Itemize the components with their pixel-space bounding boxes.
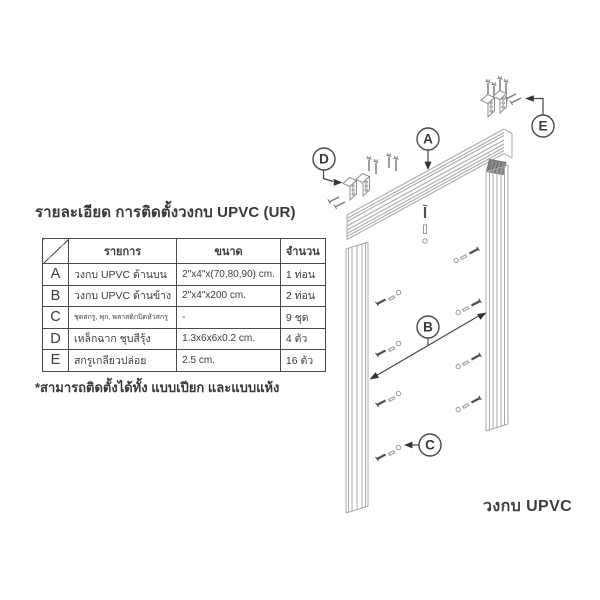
callout-e bbox=[525, 95, 554, 137]
row-item: วงกบ UPVC ด้านข้าง bbox=[69, 285, 177, 307]
row-item: สกรูเกลียวปล่อย bbox=[69, 350, 177, 372]
screw-set-icon bbox=[376, 290, 401, 306]
screw-set-icon bbox=[456, 353, 481, 369]
row-qty: 2 ท่อน bbox=[280, 285, 325, 307]
col-header-qty: จำนวน bbox=[280, 239, 325, 264]
table-header-row bbox=[43, 239, 326, 264]
row-qty: 9 ชุด bbox=[280, 307, 325, 329]
callout-b bbox=[370, 313, 487, 380]
page-title: รายละเอียด การติดตั้งวงกบ UPVC (UR) bbox=[35, 204, 296, 221]
screw-sets-right bbox=[454, 247, 481, 412]
table-row-d bbox=[43, 328, 326, 350]
row-key: E bbox=[43, 350, 69, 372]
callout-a bbox=[417, 128, 439, 170]
row-size: - bbox=[177, 307, 281, 329]
table-row-a bbox=[43, 264, 326, 286]
angle-bracket-icon bbox=[481, 95, 495, 118]
row-qty: 16 ตัว bbox=[280, 350, 325, 372]
callout-a-label: A bbox=[423, 131, 433, 147]
diagram-caption: วงกบ UPVC bbox=[483, 498, 573, 515]
row-item: ชุดสกรู, พุก, พลาสติกปิดหัวสกรู bbox=[69, 307, 177, 329]
callout-c bbox=[404, 434, 441, 456]
row-qty: 4 ตัว bbox=[280, 328, 325, 350]
row-qty: 1 ท่อน bbox=[280, 264, 325, 286]
row-size: 1.3x6x6x0.2 cm. bbox=[177, 328, 281, 350]
row-size: 2.5 cm. bbox=[177, 350, 281, 372]
parts-table bbox=[42, 238, 326, 372]
row-item: เหล็กฉาก ชุบสีรุ้ง bbox=[69, 328, 177, 350]
callout-d-label: D bbox=[319, 151, 329, 167]
table-row-c bbox=[43, 307, 326, 329]
footnote: *สามารถติดตั้งได้ทั้ง แบบเปียก และแบบแห้ง bbox=[35, 380, 280, 395]
col-header-size: ขนาด bbox=[177, 239, 281, 264]
callout-e-label: E bbox=[538, 118, 548, 134]
screw-set-icon bbox=[456, 299, 481, 315]
side-frame-right bbox=[486, 160, 508, 432]
screw-set-icon bbox=[376, 445, 401, 461]
screw-sets-left bbox=[376, 290, 401, 461]
angle-bracket-icon bbox=[493, 91, 507, 114]
angle-bracket-icon bbox=[343, 178, 357, 201]
col-header-item: รายการ bbox=[69, 239, 177, 264]
row-key: B bbox=[43, 285, 69, 307]
screw-set-vertical bbox=[423, 205, 427, 243]
row-key: D bbox=[43, 328, 69, 350]
table-row-b bbox=[43, 285, 326, 307]
bracket-hardware-right bbox=[481, 76, 521, 117]
corner-cell bbox=[43, 239, 69, 264]
callout-d bbox=[313, 148, 343, 186]
row-size: 2"x4"x(70,80,90) cm. bbox=[177, 264, 281, 286]
table-row-e bbox=[43, 350, 326, 372]
screw-set-icon bbox=[376, 341, 401, 357]
row-key: A bbox=[43, 264, 69, 286]
row-item: วงกบ UPVC ด้านบน bbox=[69, 264, 177, 286]
callout-b-label: B bbox=[423, 319, 433, 335]
screw-set-icon bbox=[454, 247, 479, 263]
row-size: 2"x4"x200 cm. bbox=[177, 285, 281, 307]
side-frame-left bbox=[346, 242, 368, 513]
row-key: C bbox=[43, 307, 69, 329]
screw-set-icon bbox=[376, 391, 401, 407]
angle-bracket-icon bbox=[356, 174, 370, 197]
callout-c-label: C bbox=[425, 437, 435, 453]
screw-set-icon bbox=[456, 396, 481, 412]
